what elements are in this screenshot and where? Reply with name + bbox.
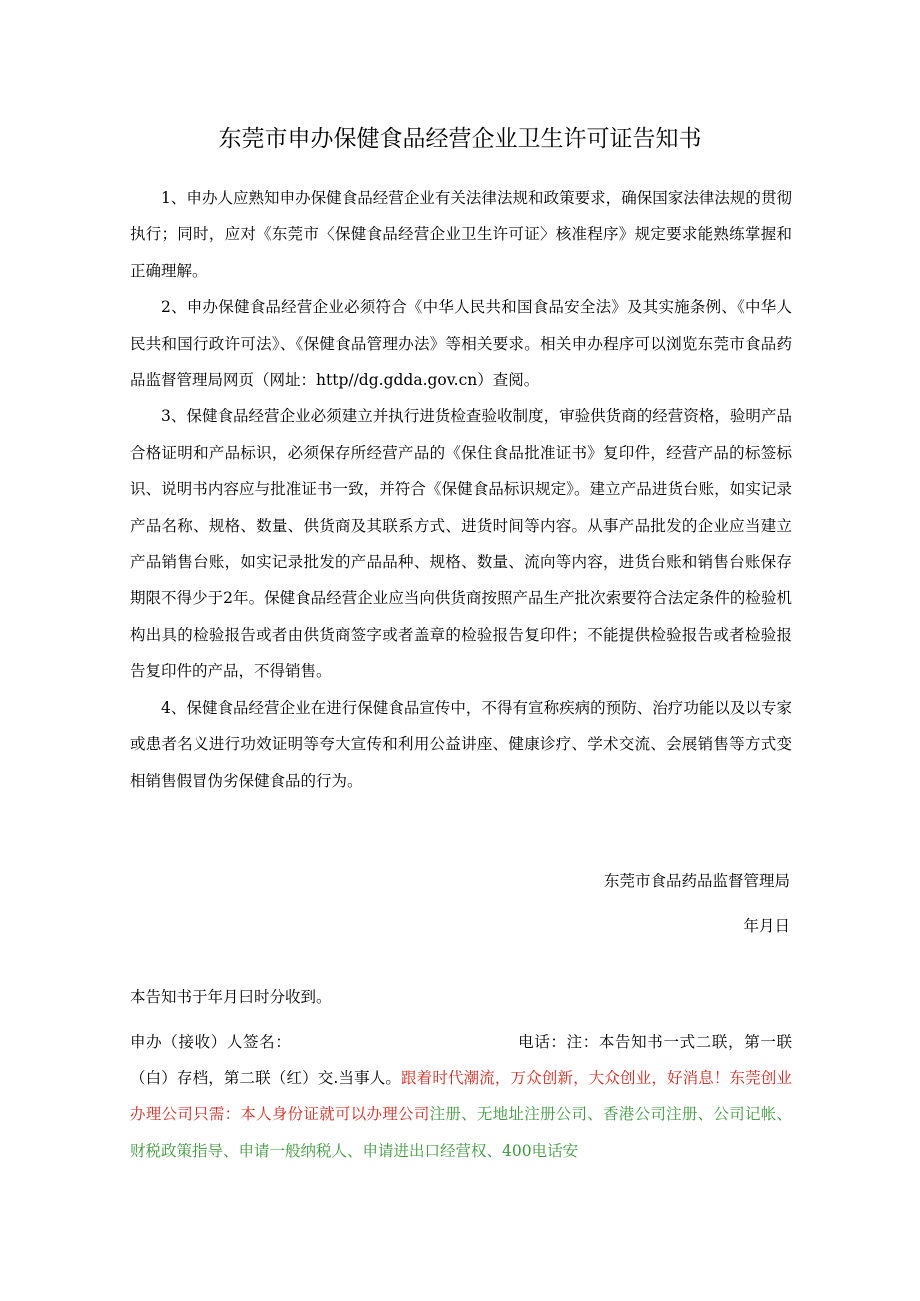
paragraph-1: 1、申办人应熟知申办保健食品经营企业有关法律法规和政策要求，确保国家法律法规的贯彻执行；同时，应对《东莞市〈保健食品经营企业卫生许可证〉核准程序》规定要求能熟练掌握和正确理解。 (130, 189, 792, 280)
paragraph-3: 3、保健食品经营企业必须建立并执行进货检查验收制度，审验供货商的经营资格，验明产品合格证明和产品标识，必须保存所经营产品的《保住食品批准证书》复印件，经营产品的标签标识、说明书内容应与批准证书一致，并符合《保健食品标识规定》。建立产品进货台账，如实记录产品名称、规格、数量、供货商及其联系方式、进货时间等内容。从事产品批发的企业应当建立产品销售台账，如实记录批发的产品品种、规格、数量、流向等内容，进货台账和销售台账保存期限不得少于2年。保健食品经营企业应当向供货商按照产品生产批次索要符合法定条件的检验机构出具的检验报告或者由供货商签字或者盖章的检验报告复印件；不能提供检验报告或者检验报告复印件的产品，不得销售。 (130, 407, 792, 681)
ad-text-green: 注册、无地址注册公司、香港公司注册、公司记帐、财税政策指导、申请一般纳税人、申请进出口经营权、400电话安 (130, 1105, 792, 1160)
receipt-line: 本告知书于年月曰时分收到。 (130, 988, 332, 1006)
issue-date: 年月日 (743, 917, 790, 935)
document-body (130, 180, 792, 799)
ad-text-red: 跟着时代潮流，万众创新，大众创业，好消息！东莞创业办理公司只需：本人身份证就可以办理公司 (130, 1069, 792, 1124)
paragraph-4: 4、保健食品经营企业在进行保健食品宣传中，不得有宣称疾病的预防、治疗功能以及以专家或患者名义进行功效证明等夸大宣传和利用公益讲座、健康诊疗、学术交流、会展销售等方式变相销售假冒伪劣保健食品的行为。 (130, 698, 792, 790)
footer-block (130, 1024, 792, 1169)
phone-note: 电话：注：本告知书一式二联，第一联（白）存档，第二联（红）交.当事人。 (130, 1033, 792, 1088)
paragraph-2: 2、申办保健食品经营企业必须符合《中华人民共和国食品安全法》及其实施条例、《中华人民共和国行政许可法》、《保健食品管理办法》等相关要求。相关申办程序可以浏览东莞市食品药品监督管理局网页（网址：http//dg.gdda.gov.cn）查阅。 (130, 298, 792, 390)
footer-paragraph (130, 1024, 792, 1169)
issuer-name: 东莞市食品药品监督管理局 (603, 872, 790, 890)
document-title: 东莞市申办保健食品经营企业卫生许可证告知书 (218, 126, 702, 152)
signature-label: 申办（接收）人签名： (130, 1033, 292, 1051)
